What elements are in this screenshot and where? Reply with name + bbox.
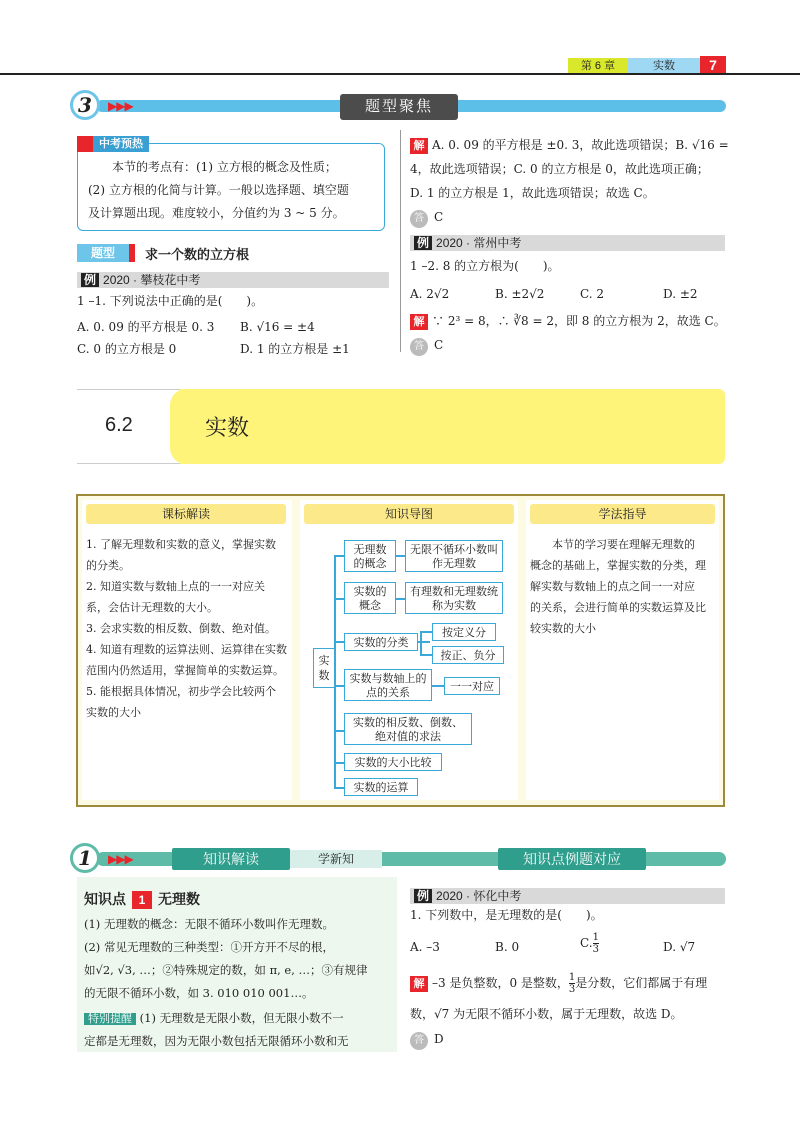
method-text: 本节的学习要在理解无理数的 概念的基础上，掌握实数的分类，理 解实数与数轴上的点之间一一对应 的关系，会进行简单的实数运算及比 较实数的大小 (530, 538, 706, 635)
map-node: 无理数的概念 (344, 540, 396, 572)
banner-right (180, 389, 725, 464)
column-divider (400, 130, 401, 352)
map-line (334, 598, 344, 600)
section-name: 实数 (205, 415, 250, 440)
map-line (334, 641, 344, 643)
hot-line: 本节的考点有：(1) 立方根的概念及性质； (112, 160, 337, 174)
column-header: 学法指导 (530, 504, 715, 524)
goals-text: 1. 了解无理数和实数的意义，掌握实数 的分类。 2. 知道实数与数轴上点的一一对应关 系，会估计无理数的大小。 3. 会求实数的相反数、倒数、绝对值。 4. 知道有理数的运算法则、运算律在实数 范围内仍然适用，掌握简单的实数运算。 5. 能根据具体情况，初步学会比较两个 实数的大小 (86, 538, 287, 719)
tip-line: 定都是无理数，因为无限小数包括无限循环小数和无 (84, 1034, 349, 1048)
map-node: 实数的大小比较 (344, 753, 442, 771)
answer-mark: 答 (410, 210, 428, 228)
knowledge-line: 如√2, √3, …；②特殊规定的数，如 π, e, …；③有规律 (84, 963, 368, 977)
hot-line: 及计算题出现。难度较小，分值约为 3 ~ 5 分。 (88, 206, 345, 220)
tixing-title: 求一个数的立方根 (145, 247, 250, 262)
example-source: 2020 · 攀枝花中考 (103, 273, 201, 287)
map-root: 实数 (313, 648, 335, 688)
chapter-label: 第 6 章 (568, 58, 628, 74)
map-node: 有理数和无理数统称为实数 (405, 582, 503, 614)
answer: 答 C (410, 336, 443, 356)
option-a: A. 2√2 (410, 287, 450, 301)
map-line (395, 555, 405, 557)
fraction: $\frac{1}{3}$ (592, 932, 599, 955)
map-node: 实数的概念 (344, 582, 396, 614)
map-line (420, 631, 422, 655)
example-tag: 例 (414, 236, 432, 250)
knowledge-num: 1 (132, 891, 152, 909)
example-bar (410, 235, 725, 251)
tixing-marker (129, 244, 135, 262)
map-line (334, 787, 344, 789)
option-d: D. √7 (663, 940, 696, 954)
knowledge-title: 知识点 1 无理数 (84, 891, 200, 907)
answer: 答 C (410, 208, 443, 228)
map-line (420, 654, 432, 656)
map-node: 按正、负分 (432, 646, 504, 664)
tip-tag: 特别提醒 (84, 1013, 136, 1025)
hot-line: (2) 立方根的化简与计算。一般以选择题、填空题 (88, 183, 349, 197)
arrows-icon: ▶▶▶ (108, 852, 133, 866)
section-title: 题型聚焦 (340, 94, 458, 120)
section-pill: 知识解读 (172, 848, 290, 870)
solution-line: 解 –3 是负整数，0 是整数， $\frac{1}{3}$ 是分数，它们都属于有理 (410, 972, 707, 995)
tip-line: 特别提醒 (1) 无理数是无限小数，但无限小数不一 (84, 1009, 344, 1028)
option-a: A. 0. 09 的平方根是 0. 3 (77, 320, 215, 334)
page-number: 7 (700, 56, 726, 74)
solution-line: D. 1 的立方根是 1，故此选项错误；故选 C。 (410, 186, 655, 200)
example-bar (410, 888, 725, 904)
knowledge-line: (2) 常见无理数的三种类型：①开方开不尽的根， (84, 940, 334, 954)
solution-line: 解 A. 0. 09 的平方根是 ±0. 3，故此选项错误；B. √16 = (410, 136, 729, 154)
banner-curve (170, 389, 200, 464)
solution-mark: 解 (410, 976, 428, 992)
solution-mark: 解 (410, 138, 428, 154)
option-a: A. –3 (410, 940, 440, 954)
map-line (334, 762, 344, 764)
option-c: C. $\frac{1}{3}$ (580, 932, 599, 955)
fraction: $\frac{1}{3}$ (568, 972, 576, 995)
chapter-name: 实数 (628, 58, 700, 74)
question: 1 –2. 8 的立方根为( )。 (410, 259, 560, 273)
arrows-icon: ▶▶▶ (108, 99, 133, 113)
question: 1. 下列数中，是无理数的是( )。 (410, 908, 603, 922)
section-num: 6.2 (105, 414, 133, 436)
tixing-tag: 题型 (77, 244, 129, 262)
map-line (334, 730, 344, 732)
map-node: 按定义分 (432, 623, 496, 641)
map-line (334, 555, 344, 557)
map-line (395, 598, 405, 600)
map-line (334, 685, 344, 687)
section-number: 1 (70, 843, 100, 873)
example-source: 2020 · 常州中考 (436, 236, 522, 250)
option-b: B. ±2√2 (495, 287, 545, 301)
column-header: 课标解读 (86, 504, 286, 524)
hot-label: 中考预热 (77, 136, 149, 152)
knowledge-line: 的无限不循环小数，如 3. 010 010 001…。 (84, 986, 314, 1000)
map-line (416, 641, 430, 643)
map-node: 无限不循环小数叫作无理数 (405, 540, 503, 572)
section-number: 3 (70, 90, 100, 120)
hot-box (77, 143, 385, 231)
option-c: C. 2 (580, 287, 605, 301)
option-b: B. √16 = ±4 (240, 320, 315, 334)
answer-mark: 答 (410, 338, 428, 356)
option-b: B. 0 (495, 940, 520, 954)
knowledge-line: (1) 无理数的概念：无限不循环小数叫作无理数。 (84, 917, 334, 931)
answer: 答 D (410, 1030, 444, 1050)
section-pill: 知识点例题对应 (498, 848, 646, 870)
solution-line: 解 ∵ 2³ = 8，∴ ∛8 = 2，即 8 的立方根为 2，故选 C。 (410, 312, 726, 330)
example-tag: 例 (414, 889, 432, 903)
answer-mark: 答 (410, 1032, 428, 1050)
example-bar (77, 272, 389, 288)
option-d: D. ±2 (663, 287, 698, 301)
map-line (420, 631, 432, 633)
map-line (432, 685, 444, 687)
map-node: 实数的相反数、倒数、绝对值的求法 (344, 713, 472, 745)
solution-line: 数，√7 为无限不循环小数，属于无理数，故选 D。 (410, 1007, 683, 1021)
map-node: 一一对应 (444, 677, 500, 695)
header-rule (0, 73, 800, 75)
question: 1 –1. 下列说法中正确的是( )。 (77, 294, 264, 308)
option-d: D. 1 的立方根是 ±1 (240, 342, 350, 356)
example-source: 2020 · 怀化中考 (436, 889, 522, 903)
section-pill: 学新知 (290, 850, 382, 868)
map-node: 实数的运算 (344, 778, 418, 796)
solution-mark: 解 (410, 314, 428, 330)
example-tag: 例 (81, 273, 99, 287)
map-node: 实数的分类 (344, 633, 418, 651)
map-node: 实数与数轴上的点的关系 (344, 669, 432, 701)
flag-icon (77, 136, 93, 152)
solution-line: 4，故此选项错误；C. 0 的立方根是 0，故此选项正确； (410, 162, 709, 176)
option-c: C. 0 的立方根是 0 (77, 342, 177, 356)
column-header: 知识导图 (304, 504, 514, 524)
